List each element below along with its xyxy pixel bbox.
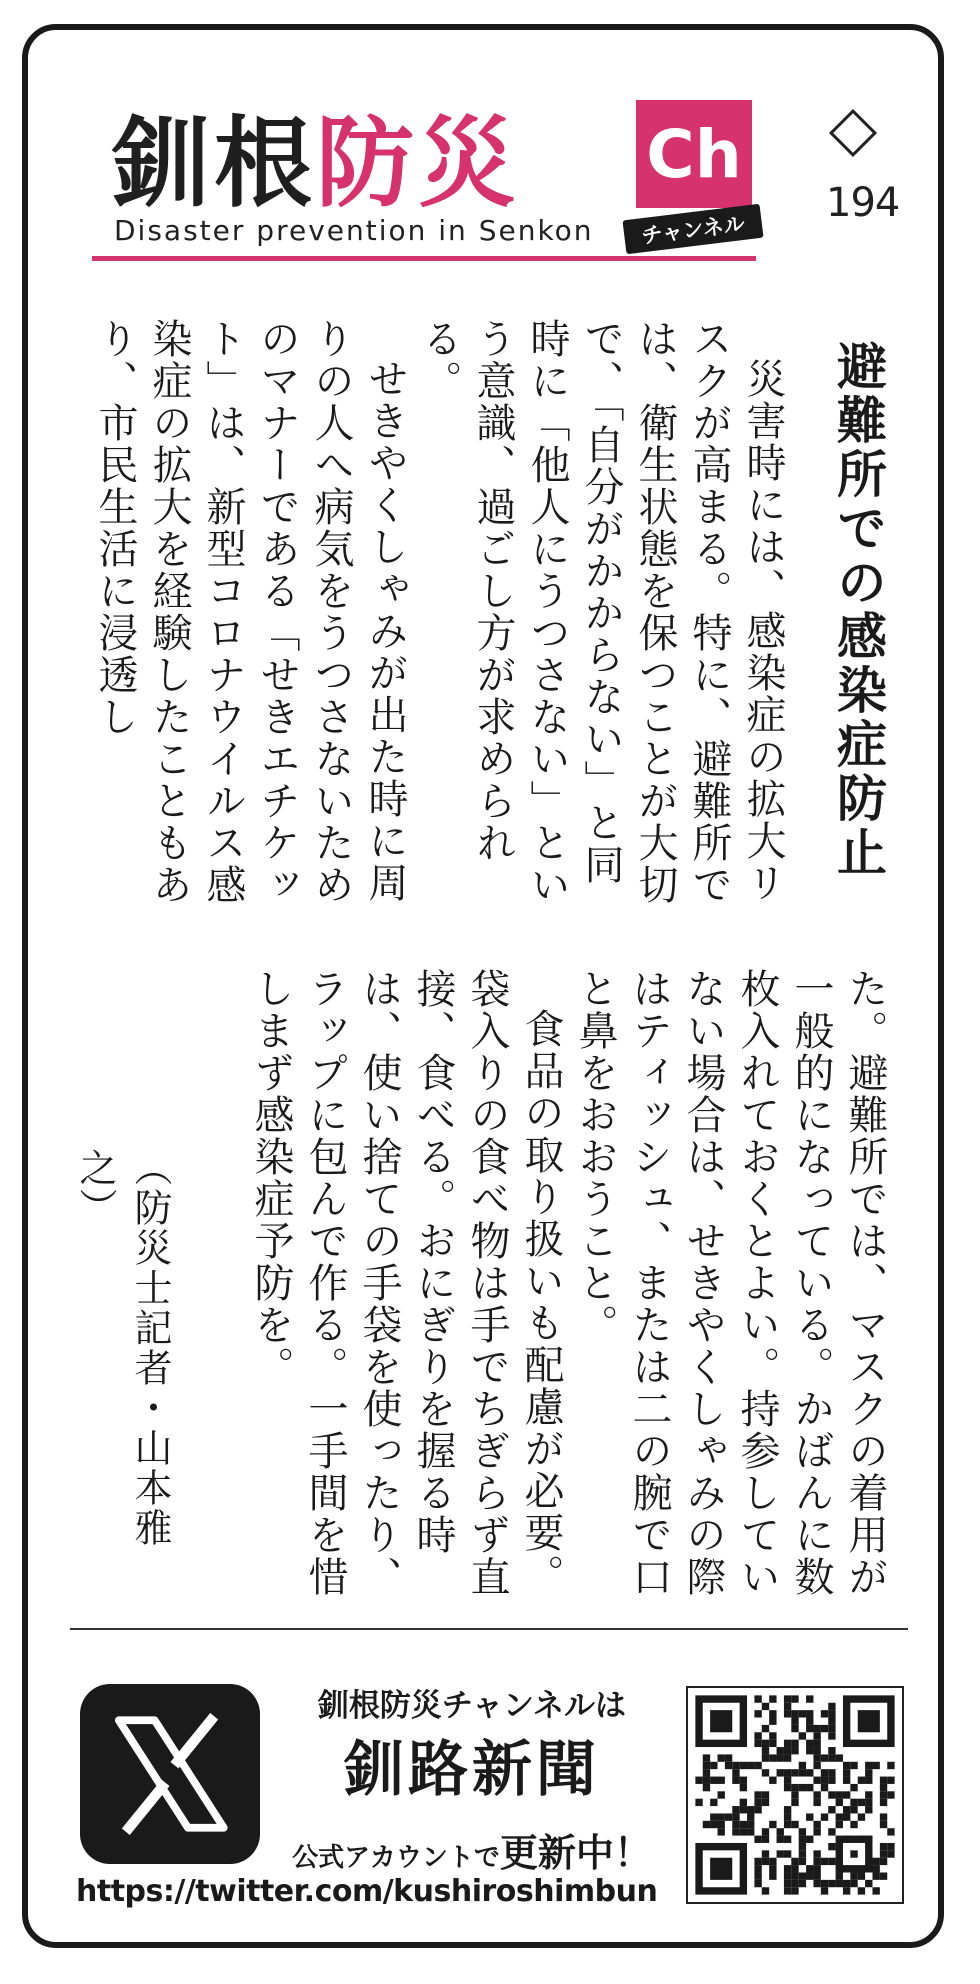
footer-update-prefix: 公式アカウントで (292, 1843, 500, 1873)
footer-channel-text: 釧根防災チャンネルは (317, 1688, 627, 1724)
masthead-subtitle: Disaster prevention in Senkon (114, 214, 594, 247)
channel-badge: Ch (636, 100, 752, 208)
qr-code-icon[interactable] (686, 1686, 904, 1904)
footer-divider (70, 1628, 908, 1630)
channel-subbadge: チャンネル (622, 204, 763, 255)
article-paragraph-3: た。避難所では、マスクの着用が一般的になっている。かばんに数枚入れておくとよい。持参していない場合は、せきやくしゃみの際はティッシュ、または二の腕で口と鼻をおおうこと。 (572, 968, 888, 1598)
masthead-title-part1: 釧根 (112, 106, 317, 221)
footer-newspaper-name: 釧路新聞 (344, 1735, 600, 1805)
qr-code-pattern (688, 1688, 902, 1902)
x-logo-glyph-icon (106, 1710, 234, 1838)
article-headline: 避難所での感染症防止 (829, 340, 888, 880)
article-paragraph-1: 災害時には、感染症の拡大リスクが高まる。特に、避難所では、衛生状態を保つことが大切で、「自分がかからない」と同時に「他人にうつさない」という意識、過ごし方が求められる。 (416, 318, 786, 906)
footer-url-link[interactable]: https://twitter.com/kushiroshimbun (76, 1874, 658, 1909)
masthead-title (112, 104, 520, 224)
footer-update-text (276, 1822, 668, 1877)
footer-update-emphasis: 更新中！ (499, 1831, 652, 1875)
issue-number: 194 (826, 180, 900, 226)
article-paragraph-2: せきやくしゃみが出た時に周りの人へ病気をうつさないためのマナーである「せきエチケット」は、新型コロナウイルス感染症の拡大を経験したこともあり、市民生活に浸透し (92, 318, 408, 906)
article-byline: （防災士記者・山本雅之） (73, 1148, 172, 1548)
masthead-rule (92, 256, 756, 261)
article-body-upper (70, 318, 790, 918)
article-paragraph-4: 食品の取り扱いも配慮が必要。袋入りの食べ物は手でちぎらず直接、食べる。おにぎりを握る時は、使い捨ての手袋を使ったり、ラップに包んで作る。一手間を惜しまず感染症予防を。 (248, 968, 564, 1598)
x-logo-icon[interactable] (80, 1684, 260, 1864)
article-body-lower (130, 968, 892, 1608)
masthead-title-part2: 防災 (316, 106, 521, 221)
